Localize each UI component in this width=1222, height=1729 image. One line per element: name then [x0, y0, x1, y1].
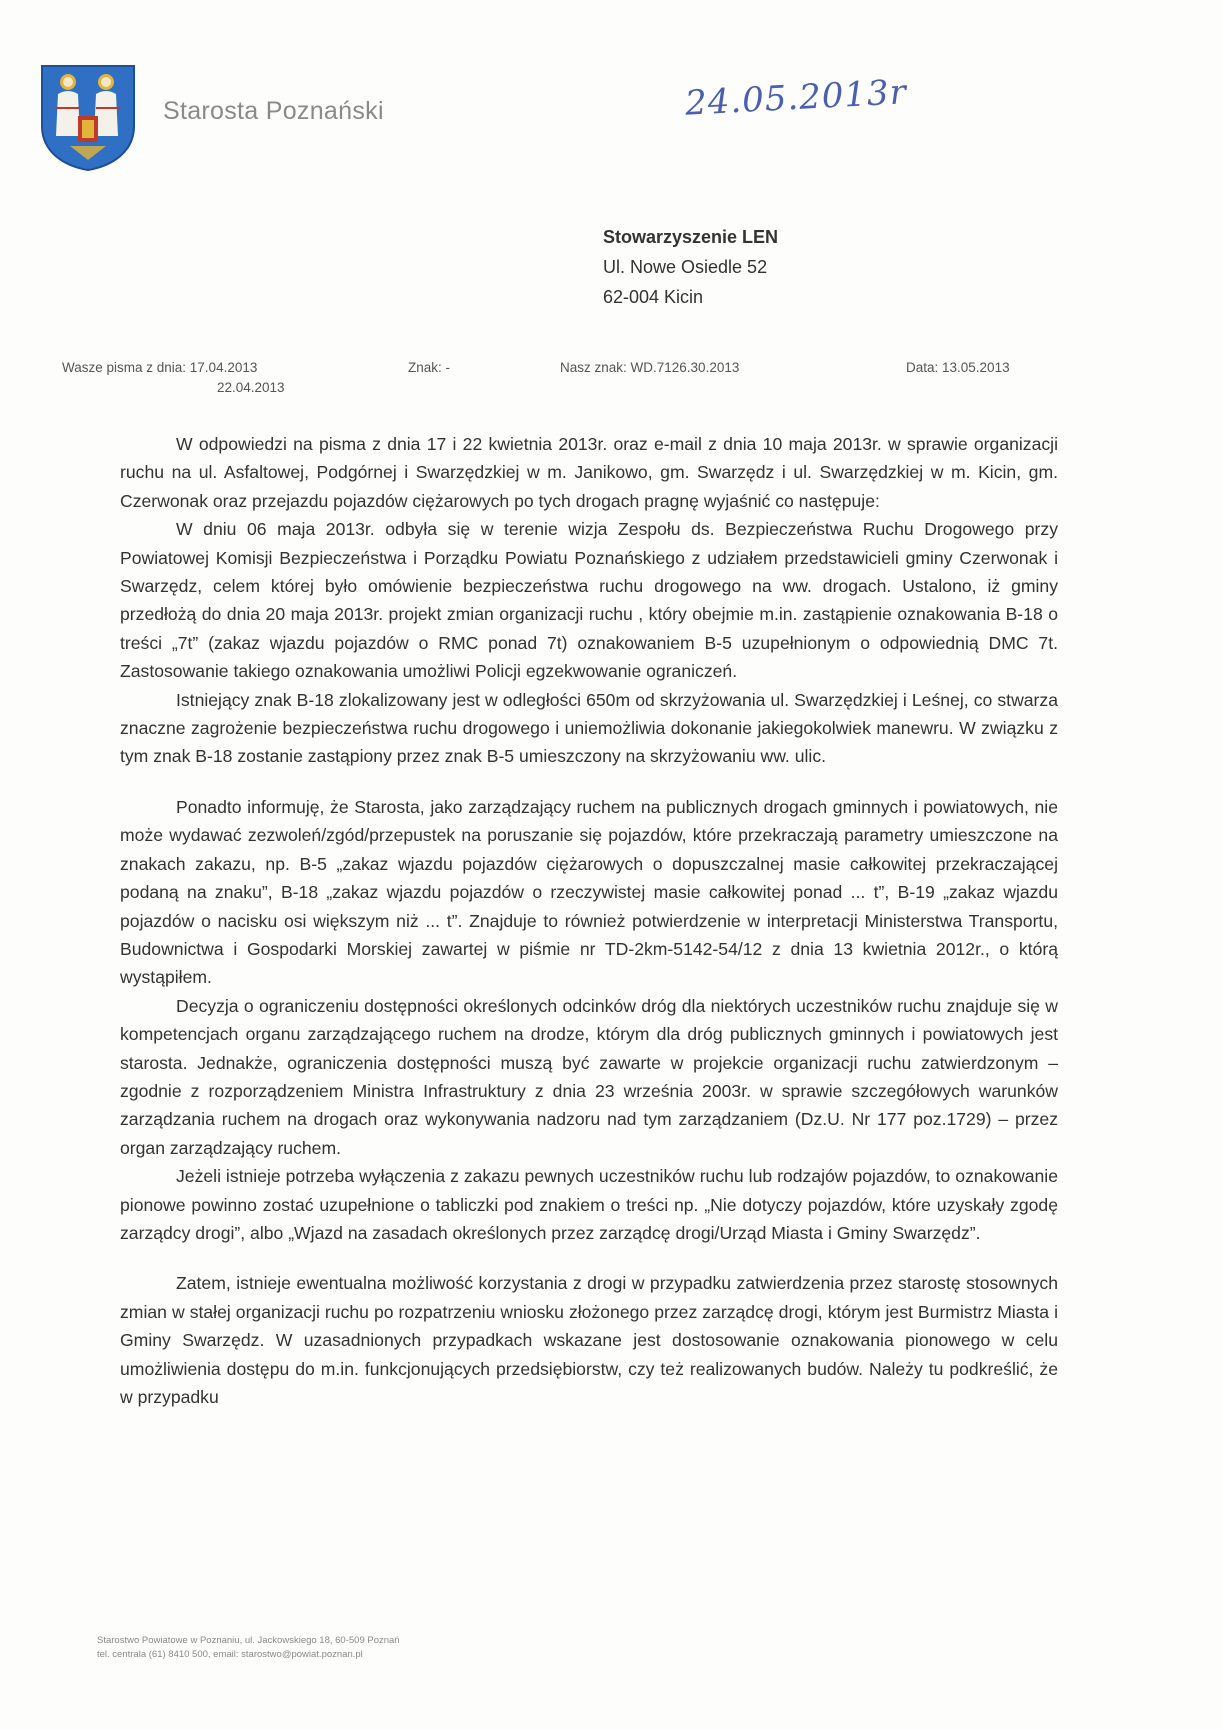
paragraph-2: W dniu 06 maja 2013r. odbyła się w terenie wizja Zespołu ds. Bezpieczeństwa Ruchu Drogowego przy Powiatowej Komisji Bezpieczeństwa i Porządku Powiatu Poznańskiego z udziałem przedstawicieli gminy Czerwonak i Swarzędz, celem której było omówienie bezpieczeństwa ruchu drogowego na ww. drogach. Ustalono, iż gminy przedłożą do dnia 20 maja 2013r. projekt zmian organizacji ruchu , który obejmie m.in. zastąpienie oznakowania B-18 o treści „7t” (zakaz wjazdu pojazdów o RMC ponad 7t) oznakowaniem B-5 uzupełnionym o odpowiednią DMC 7t. Zastosowanie takiego oznakowania umożliwi Policji egzekwowanie ograniczeń.: [120, 519, 1058, 682]
paragraph-6: Jeżeli istnieje potrzeba wyłączenia z zakazu pewnych uczestników ruchu lub rodzajów pojazdów, to oznakowanie pionowe powinno zostać uzupełnione o tabliczki pod znakiem o treści np. „Nie dotyczy pojazdów, które uzyskały zgodę zarządcy drogi”, albo „Wjazd na zasadach określonych przez zarządcę drogi/Urząd Miasta i Gminy Swarzędz”.: [120, 1166, 1058, 1243]
recipient-city: 62-004 Kicin: [603, 287, 704, 307]
footer-contact: [97, 1634, 400, 1662]
footer-phone-email: tel. centrala (61) 8410 500, email: starostwo@powiat.poznan.pl: [97, 1649, 363, 1660]
recipient-address: [603, 222, 778, 312]
your-letters-second-date: 22.04.2013: [217, 380, 285, 395]
ref-mark: Znak: -: [408, 360, 451, 375]
paragraph-gap: [120, 1247, 1058, 1269]
letter-date: Data: 13.05.2013: [906, 360, 1010, 375]
coat-of-arms-logo: [40, 64, 136, 172]
our-ref-mark: Nasz znak: WD.7126.30.2013: [560, 360, 740, 375]
issuer-name: Starosta Poznański: [163, 97, 384, 125]
paragraph-4: Ponadto informuję, że Starosta, jako zarządzający ruchem na publicznych drogach gminnych i powiatowych, nie może wydawać zezwoleń/zgód/przepustek na poruszanie się pojazdów, które przekraczają parametry umieszczone na znakach zakazu, np. B-5 „zakaz wjazdu pojazdów ciężarowych o dopuszczalnej masie całkowitej przekraczającej podaną na znaku”, B-18 „zakaz wjazdu pojazdów o rzeczywistej masie całkowitej ponad ... t”, B-19 „zakaz wjazdu pojazdów o nacisku osi większym niż ... t”. Znajduje to również potwierdzenie w interpretacji Ministerstwa Transportu, Budownictwa i Gospodarki Morskiej zawartej w piśmie nr TD-2km-5142-54/12 z dnia 13 kwietnia 2012r., o którą wystąpiłem.: [120, 796, 1058, 988]
recipient-name: Stowarzyszenie LEN: [603, 227, 779, 247]
footer-address: Starostwo Powiatowe w Poznaniu, ul. Jackowskiego 18, 60-509 Poznań: [97, 1635, 400, 1646]
letter-body: [120, 430, 1058, 1411]
handwritten-date: 24.05.2013r: [684, 72, 908, 124]
paragraph-1: W odpowiedzi na pisma z dnia 17 i 22 kwietnia 2013r. oraz e-mail z dnia 10 maja 2013r. w sprawie organizacji ruchu na ul. Asfaltowej, Podgórnej i Swarzędzkiej w m. Janikowo, gm. Swarzędz i ul. Swarzędzkiej w m. Kicin, gm. Czerwonak oraz przejazdu pojazdów ciężarowych po tych drogach pragnę wyjaśnić co następuje:: [120, 434, 1058, 511]
paragraph-3: Istniejący znak B-18 zlokalizowany jest w odległości 650m od skrzyżowania ul. Swarzędzkiej i Leśnej, co stwarza znaczne zagrożenie bezpieczeństwa ruchu drogowego i uniemożliwia dokonanie jakiegokolwiek manewru. W związku z tym znak B-18 zostanie zastąpiony przez znak B-5 umieszczony na skrzyżowaniu ww. ulic.: [120, 689, 1058, 767]
your-letters-dates: Wasze pisma z dnia: 17.04.2013: [62, 360, 258, 375]
paragraph-7: Zatem, istnieje ewentualna możliwość korzystania z drogi w przypadku zatwierdzenia przez starostę stosownych zmian w stałej organizacji ruchu po rozpatrzeniu wniosku złożonego przez zarządcę drogi, którym jest Burmistrz Miasta i Gminy Swarzędz. W uzasadnionych przypadkach wskazane jest dostosowanie oznakowania pionowego w celu umożliwienia dostępu do m.in. funkcjonujących przedsiębiorstw, czy też realizowanych budów. Należy tu podkreślić, że w przypadku: [120, 1273, 1058, 1407]
paragraph-5: Decyzja o ograniczeniu dostępności określonych odcinków dróg dla niektórych uczestników ruchu znajduje się w kompetencjach organu zarządzającego ruchem na drodze, którym dla dróg publicznych gminnych i powiatowych jest starosta. Jednakże, ograniczenia dostępności muszą być zawarte w projekcie organizacji ruchu zatwierdzonym – zgodnie z rozporządzeniem Ministra Infrastruktury z dnia 23 września 2003r. w sprawie szczegółowych warunków zarządzania ruchem na drogach oraz wykonywania nadzoru nad tym zarządzaniem (Dz.U. Nr 177 poz.1729) – przez organ zarządzający ruchem.: [120, 995, 1058, 1158]
recipient-street: Ul. Nowe Osiedle 52: [603, 257, 768, 277]
your-letters-ref: [62, 358, 285, 398]
paragraph-gap: [120, 771, 1058, 793]
